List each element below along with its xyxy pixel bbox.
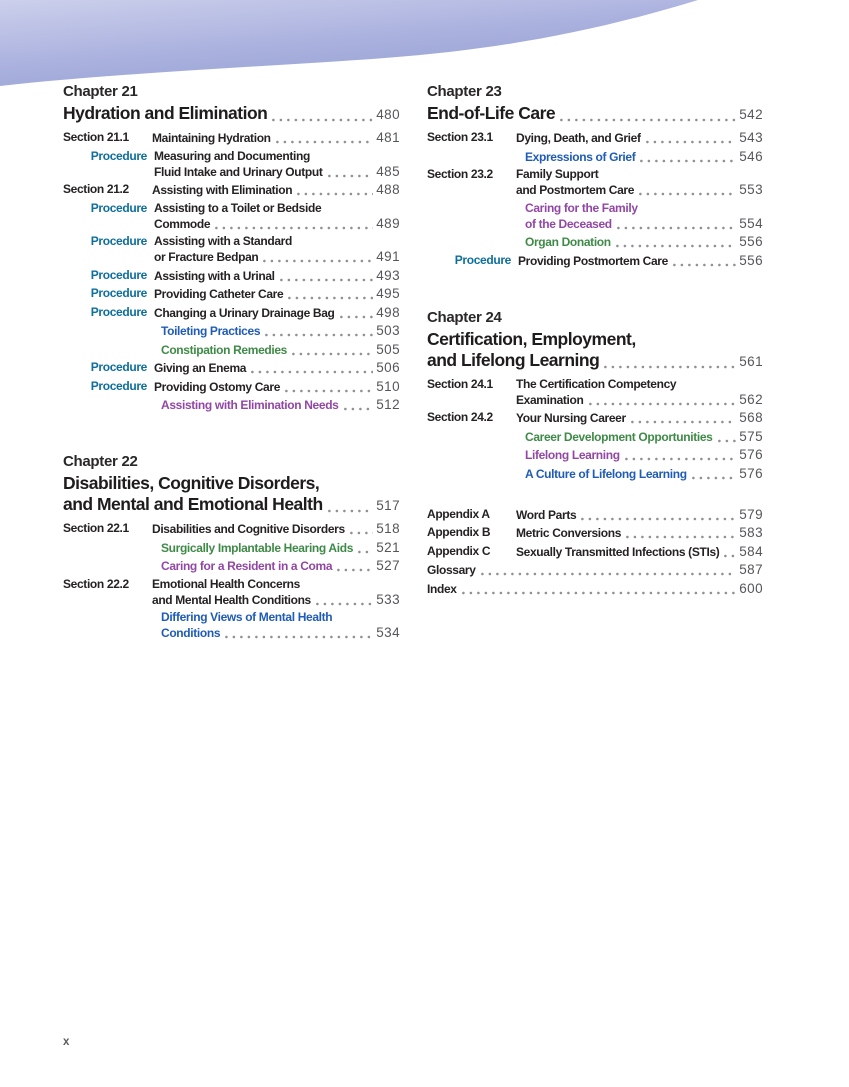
entry-title: The Certification Competency	[516, 376, 677, 391]
entry-title: and Mental Health Conditions	[152, 592, 311, 607]
toc-entry	[63, 234, 400, 265]
entry-content	[154, 379, 400, 395]
toc-line	[154, 268, 400, 284]
toc-entry	[63, 558, 400, 574]
entry-label	[63, 610, 147, 641]
entry-content	[152, 558, 400, 574]
entry-label: Appendix B	[427, 525, 491, 539]
chapter-label: Chapter 22	[63, 453, 138, 470]
toc-entry	[63, 360, 400, 376]
page-number: 576	[739, 465, 763, 481]
entry-content	[516, 544, 763, 560]
chapter-title-line	[63, 103, 400, 125]
toc-column-right	[427, 83, 763, 599]
dot-leader	[344, 407, 374, 411]
toc-entry	[427, 544, 763, 560]
dot-leader	[626, 535, 736, 539]
page-number: 510	[376, 378, 400, 394]
toc-line	[152, 592, 400, 608]
toc-entry	[63, 130, 400, 146]
entry-title: Assisting with a Urinal	[154, 268, 275, 283]
page-number: 533	[376, 591, 400, 607]
dot-leader	[616, 244, 737, 248]
entry-content	[516, 201, 763, 232]
page-number: 579	[739, 506, 763, 522]
entry-label	[63, 323, 147, 339]
entry-label: Section 24.1	[427, 376, 493, 391]
dot-leader	[285, 389, 373, 393]
toc-entry	[427, 466, 763, 482]
entry-content	[154, 286, 400, 302]
entry-label: Section 23.2	[427, 167, 493, 181]
dot-leader	[328, 509, 374, 513]
page-number: 562	[739, 391, 763, 407]
entry-title: Glossary	[427, 563, 476, 577]
entry-content	[516, 507, 763, 523]
entry-label	[63, 558, 147, 574]
toc-entry	[427, 234, 763, 250]
page-number: 554	[739, 215, 763, 231]
page-number: 489	[376, 215, 400, 231]
entry-title: Family Support	[516, 167, 599, 181]
entry-label	[427, 429, 511, 445]
chapter-title-text: Disabilities, Cognitive Disorders,	[63, 473, 320, 493]
toc-line	[518, 253, 763, 269]
entry-title: Sexually Transmitted Infections (STIs)	[516, 544, 720, 559]
page-number: 534	[376, 625, 400, 640]
toc-line	[152, 577, 400, 592]
dot-leader	[337, 568, 373, 572]
toc-line	[516, 447, 763, 463]
page-number: 546	[739, 148, 763, 164]
entry-title: Giving an Enema	[154, 361, 247, 375]
toc-entry	[427, 447, 763, 463]
toc-line	[154, 234, 400, 249]
entry-content	[516, 377, 763, 408]
toc-line	[427, 581, 763, 597]
entry-content	[152, 130, 400, 146]
dot-leader	[581, 517, 736, 521]
toc-line	[154, 360, 400, 376]
dot-leader	[646, 140, 737, 144]
entry-label: Procedure	[90, 378, 147, 393]
toc-line	[516, 525, 763, 541]
toc-entry	[427, 507, 763, 523]
entry-title: Commode	[154, 216, 211, 231]
dot-leader	[724, 554, 736, 558]
entry-content	[154, 268, 400, 284]
entry-title: Disabilities and Cognitive Disorders	[152, 522, 345, 536]
chapter-title-text: End-of-Life Care	[427, 103, 556, 123]
entry-label	[427, 234, 511, 250]
entry-title: Assisting with Elimination	[152, 183, 293, 197]
entry-label: Procedure	[90, 200, 147, 215]
dot-leader	[297, 192, 373, 196]
chapter-title-text: Certification, Employment,	[427, 328, 636, 349]
toc-line	[152, 323, 400, 339]
dot-leader	[340, 315, 374, 319]
toc-line	[152, 521, 400, 537]
entry-content	[152, 182, 400, 198]
entry-label: Appendix A	[427, 506, 490, 521]
entry-content	[152, 540, 400, 556]
entry-label: Procedure	[90, 286, 147, 300]
toc-entry	[63, 342, 400, 358]
dot-leader	[639, 192, 736, 196]
dot-leader	[350, 531, 373, 535]
page-number: 576	[739, 447, 763, 462]
wave-shape	[0, 0, 698, 86]
entry-content	[154, 360, 400, 376]
entry-label: Procedure	[90, 148, 147, 163]
toc-entry	[427, 253, 763, 269]
page-number: 575	[739, 428, 763, 444]
chapter-title-text: and Lifelong Learning	[427, 349, 600, 370]
entry-content	[516, 149, 763, 165]
toc-column-left	[63, 83, 400, 644]
toc-entry	[427, 377, 763, 408]
entry-title: A Culture of Lifelong Learning	[525, 466, 687, 481]
chapter-title-line	[63, 494, 400, 516]
entry-title: Assisting to a Toilet or Bedside	[154, 200, 322, 215]
page-number: 480	[376, 107, 400, 122]
entry-label: Section 21.1	[63, 130, 129, 144]
toc-line	[154, 149, 400, 164]
page-number: 505	[376, 341, 400, 357]
dot-leader	[328, 174, 374, 178]
entry-title: Maintaining Hydration	[152, 131, 271, 145]
toc-entry	[427, 525, 763, 541]
page-number: 556	[739, 252, 763, 268]
dot-leader	[673, 263, 736, 267]
entry-content	[427, 562, 763, 578]
toc-line	[516, 507, 763, 523]
dot-leader	[462, 591, 737, 595]
page-number: 542	[739, 107, 763, 122]
entry-label	[427, 447, 511, 463]
toc-entry	[427, 130, 763, 146]
entry-title: or Fracture Bedpan	[154, 250, 259, 264]
entry-title: Organ Donation	[525, 235, 611, 249]
dot-leader	[225, 635, 373, 639]
toc-line	[516, 466, 763, 482]
toc-line	[516, 234, 763, 250]
toc-entry	[63, 149, 400, 180]
dot-leader	[292, 352, 373, 356]
toc-entry	[63, 268, 400, 284]
entry-content	[516, 167, 763, 198]
toc-entry	[427, 429, 763, 445]
entry-title: Differing Views of Mental Health	[161, 610, 333, 624]
page-number: 583	[739, 525, 763, 540]
entry-title: Conditions	[161, 626, 221, 640]
toc-entry	[63, 397, 400, 413]
entry-label	[63, 342, 147, 358]
entry-title: Index	[427, 581, 457, 596]
dot-leader	[718, 439, 737, 443]
toc-entry	[63, 305, 400, 321]
toc-line	[516, 216, 763, 232]
entry-title: Caring for a Resident in a Coma	[161, 559, 333, 573]
chapter-title-text: and Mental and Emotional Health	[63, 494, 323, 514]
entry-title: Changing a Urinary Drainage Bag	[154, 305, 335, 320]
page-number: 493	[376, 267, 400, 283]
toc-line	[516, 201, 763, 216]
page-number: 518	[376, 521, 400, 536]
toc-line	[152, 558, 400, 574]
toc-entry	[63, 182, 400, 198]
entry-title: Word Parts	[516, 507, 577, 522]
page-number: 506	[376, 360, 400, 375]
toc-line	[516, 544, 763, 560]
entry-label: Procedure	[454, 252, 511, 267]
page-number: 556	[739, 234, 763, 249]
toc-entry	[63, 379, 400, 395]
page-number: 568	[739, 410, 763, 425]
chapter-title-line	[427, 350, 763, 372]
dot-leader	[358, 550, 373, 554]
page-number: 517	[376, 498, 400, 513]
toc-entry	[63, 577, 400, 608]
entry-title: Dying, Death, and Grief	[516, 131, 641, 145]
entry-label: Section 22.2	[63, 576, 129, 591]
entry-title: Caring for the Family	[525, 200, 638, 215]
dot-leader	[215, 226, 373, 230]
toc-line	[152, 540, 400, 556]
entry-content	[516, 525, 763, 541]
entry-content	[516, 234, 763, 250]
entry-title: Constipation Remedies	[161, 342, 288, 357]
page-number: 512	[376, 397, 400, 412]
page-number: 587	[739, 562, 763, 577]
entry-content	[152, 610, 400, 641]
toc-entry	[63, 201, 400, 232]
toc-line	[516, 130, 763, 146]
page-number: 481	[376, 130, 400, 145]
chapter-title-line	[427, 103, 763, 125]
toc-entry	[63, 610, 400, 641]
dot-leader	[631, 420, 736, 424]
entry-content	[154, 305, 400, 321]
toc-block	[427, 309, 763, 482]
toc-line	[154, 216, 400, 232]
chapter-label: Chapter 24	[427, 308, 502, 326]
entry-label	[63, 540, 147, 556]
entry-title: Measuring and Documenting	[154, 148, 310, 163]
toc-line	[152, 342, 400, 358]
toc-block	[427, 83, 763, 269]
entry-label	[427, 201, 511, 232]
page-number: 491	[376, 249, 400, 264]
toc-line	[154, 164, 400, 180]
entry-title: Lifelong Learning	[525, 448, 620, 462]
dot-leader	[604, 365, 736, 369]
toc-entry	[427, 410, 763, 426]
page-number: 485	[376, 163, 400, 179]
toc-line	[152, 182, 400, 198]
chapter-title-line	[427, 329, 763, 350]
entry-content	[427, 581, 763, 597]
entry-content	[154, 149, 400, 180]
page-number: 488	[376, 182, 400, 197]
toc-line	[516, 429, 763, 445]
entry-content	[154, 201, 400, 232]
toc-entry	[427, 201, 763, 232]
entry-label: Section 23.1	[427, 130, 493, 144]
entry-content	[516, 410, 763, 426]
toc-line	[516, 392, 763, 408]
toc-line	[154, 379, 400, 395]
toc-line	[154, 286, 400, 302]
entry-title: Expressions of Grief	[525, 149, 636, 164]
entry-content	[516, 466, 763, 482]
entry-content	[154, 234, 400, 265]
entry-label	[63, 397, 147, 413]
entry-title: Career Development Opportunities	[525, 429, 713, 444]
entry-label: Procedure	[90, 267, 147, 282]
entry-content	[518, 253, 763, 269]
entry-title: Providing Postmortem Care	[518, 253, 668, 268]
entry-title: Fluid Intake and Urinary Output	[154, 164, 323, 179]
entry-title: Providing Catheter Care	[154, 287, 284, 301]
page-number: 495	[376, 286, 400, 301]
entry-content	[516, 447, 763, 463]
toc-line	[516, 377, 763, 392]
dot-leader	[272, 118, 373, 122]
toc-line	[154, 249, 400, 265]
entry-title: Emotional Health Concerns	[152, 576, 300, 591]
entry-title: Assisting with a Standard	[154, 234, 292, 248]
dot-leader	[280, 278, 374, 282]
page-number: 503	[376, 323, 400, 338]
toc-entry	[427, 149, 763, 165]
page-number: 527	[376, 558, 400, 573]
page-number: 498	[376, 304, 400, 320]
page-number: 521	[376, 539, 400, 555]
entry-label: Procedure	[90, 234, 147, 248]
toc-entry	[427, 581, 763, 597]
toc-line	[427, 562, 763, 578]
chapter-label: Chapter 21	[63, 83, 138, 100]
page-folio: x	[63, 1036, 70, 1048]
entry-title: Toileting Practices	[161, 324, 261, 338]
toc-line	[516, 167, 763, 182]
dot-leader	[316, 602, 373, 606]
dot-leader	[276, 140, 374, 144]
entry-content	[152, 323, 400, 339]
page-number: 553	[739, 182, 763, 197]
dot-leader	[265, 333, 373, 337]
chapter-title	[427, 329, 763, 372]
entry-title: Your Nursing Career	[516, 411, 626, 425]
dot-leader	[625, 457, 737, 461]
entry-label: Procedure	[90, 304, 147, 319]
toc-entry	[63, 323, 400, 339]
entry-title: Surgically Implantable Hearing Aids	[161, 540, 354, 555]
dot-leader	[640, 159, 736, 163]
toc-line	[152, 130, 400, 146]
chapter-title	[427, 103, 763, 125]
toc-line	[516, 182, 763, 198]
entry-title: of the Deceased	[525, 216, 612, 231]
entry-content	[152, 397, 400, 413]
entry-content	[516, 130, 763, 146]
entry-title: Examination	[516, 392, 584, 407]
toc-block	[427, 507, 763, 597]
entry-label	[427, 466, 511, 482]
toc-line	[152, 610, 400, 625]
dot-leader	[481, 572, 737, 576]
dot-leader	[263, 259, 373, 263]
entry-label: Section 21.2	[63, 182, 129, 196]
toc-entry	[427, 167, 763, 198]
chapter-title-text: Hydration and Elimination	[63, 103, 268, 123]
dot-leader	[589, 402, 737, 406]
toc-line	[516, 410, 763, 426]
entry-label: Section 24.2	[427, 410, 493, 424]
entry-label: Procedure	[90, 360, 147, 374]
toc-entry	[427, 562, 763, 578]
entry-title: Metric Conversions	[516, 526, 622, 540]
entry-label: Appendix C	[427, 543, 491, 558]
entry-content	[152, 342, 400, 358]
entry-label: Section 22.1	[63, 521, 129, 535]
toc-block	[63, 83, 400, 413]
chapter-title	[63, 103, 400, 125]
dot-leader	[692, 476, 737, 480]
dot-leader	[251, 370, 373, 374]
entry-label	[427, 149, 511, 165]
dot-leader	[288, 296, 373, 300]
page-number: 600	[739, 580, 763, 596]
entry-content	[152, 521, 400, 537]
chapter-title	[63, 473, 400, 516]
page-number: 584	[739, 543, 763, 559]
toc-line	[516, 149, 763, 165]
toc-entry	[63, 521, 400, 537]
dot-leader	[617, 226, 736, 230]
chapter-label: Chapter 23	[427, 83, 502, 100]
entry-title: Assisting with Elimination Needs	[161, 398, 339, 412]
entry-title: Providing Ostomy Care	[154, 379, 281, 394]
page-number: 561	[739, 353, 763, 369]
toc-line	[152, 625, 400, 641]
entry-content	[152, 577, 400, 608]
toc-line	[152, 397, 400, 413]
chapter-title-line	[63, 473, 400, 494]
toc-line	[154, 305, 400, 321]
toc-line	[154, 201, 400, 216]
entry-title: and Postmortem Care	[516, 183, 635, 197]
dot-leader	[560, 118, 736, 122]
entry-content	[516, 429, 763, 445]
toc-entry	[63, 286, 400, 302]
toc-block	[63, 453, 400, 641]
toc-entry	[63, 540, 400, 556]
page-number: 543	[739, 130, 763, 145]
